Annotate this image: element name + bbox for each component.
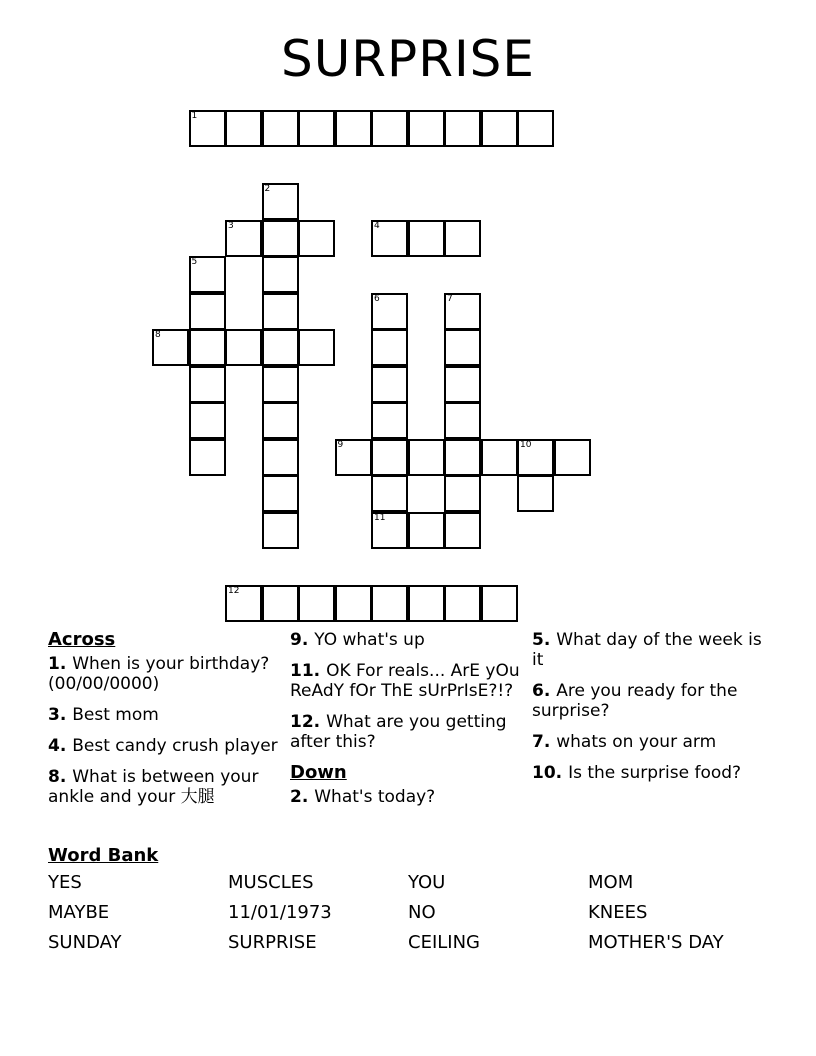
clue-number: 11 (374, 512, 386, 523)
clue-number: 7 (447, 293, 453, 304)
grid-cell (408, 439, 445, 476)
grid-cell (189, 366, 226, 403)
grid-cell (371, 439, 408, 476)
word-bank-word: SURPRISE (228, 932, 317, 953)
grid-cell (189, 439, 226, 476)
down-heading: Down (290, 762, 347, 783)
grid-cell (262, 585, 299, 622)
clue-number: 9 (337, 439, 344, 450)
clue-number: 4 (374, 220, 380, 231)
grid-cell (262, 512, 299, 549)
clue-across-8: 8. What is between your ankle and your 大腿 (48, 767, 259, 807)
clue-down-10: 10. Is the surprise food? (532, 763, 742, 783)
clue-column-1 (48, 630, 283, 818)
grid-cell (262, 256, 299, 293)
grid-cell (189, 110, 226, 147)
grid-cell (262, 220, 299, 257)
word-bank-word: MAYBE (48, 902, 110, 923)
word-bank-word: MOTHER'S DAY (588, 932, 724, 953)
grid-cell (225, 329, 262, 366)
grid-cell (152, 329, 189, 366)
grid-cell (408, 220, 445, 257)
clue-across-12: 12. What are you getting after this? (290, 712, 507, 752)
grid-cell (444, 366, 481, 403)
clue-number: 2 (264, 184, 271, 194)
grid-cell (262, 439, 299, 476)
grid-cell (408, 585, 445, 622)
grid-cell (444, 475, 481, 512)
word-bank-heading: Word Bank (48, 845, 159, 866)
word-bank-word: YES (48, 872, 82, 893)
grid-cell (225, 110, 262, 147)
grid-cell (371, 329, 408, 366)
clue-down-7: 7. whats on your arm (532, 732, 717, 752)
grid-cell (554, 439, 591, 476)
grid-cell (444, 220, 481, 257)
grid-cell (262, 183, 299, 220)
grid-cell (371, 585, 408, 622)
page-title: SURPRISE (280, 30, 536, 88)
grid-cell (335, 110, 372, 147)
clue-down-2: 2. What's today? (290, 787, 436, 807)
clue-down-5: 5. What day of the week is it (532, 630, 762, 670)
grid-cell (371, 512, 408, 549)
clue-number: 6 (374, 293, 380, 304)
grid-cell (444, 585, 481, 622)
word-bank-word: YOU (408, 872, 446, 893)
grid-cell (298, 329, 335, 366)
grid-cell (189, 256, 226, 293)
grid-cell (444, 439, 481, 476)
grid-cell (444, 329, 481, 366)
clue-number: 5 (191, 257, 198, 267)
grid-cell (298, 220, 335, 257)
clue-number: 1 (191, 111, 198, 121)
grid-cell (298, 110, 335, 147)
across-heading: Across (48, 629, 116, 650)
grid-cell (481, 110, 518, 147)
clue-number: 10 (520, 439, 532, 450)
grid-cell (189, 293, 226, 330)
clue-number: 12 (228, 585, 240, 596)
grid-cell (408, 512, 445, 549)
clue-across-1: 1. When is your birthday? (00/00/0000) (48, 654, 270, 694)
grid-cell (517, 439, 554, 476)
word-bank-word: SUNDAY (48, 932, 122, 953)
grid-cell (481, 439, 518, 476)
grid-cell (335, 439, 372, 476)
grid-cell (371, 110, 408, 147)
clue-across-11: 11. OK For reals... ArE yOu ReAdY fOr ThE sUrPrIsE?!? (290, 661, 520, 701)
grid-cell (298, 585, 335, 622)
grid-cell (335, 585, 372, 622)
word-bank-word: CEILING (408, 932, 480, 953)
word-bank-word: MUSCLES (228, 872, 314, 893)
word-bank-word: MOM (588, 872, 634, 893)
grid-cell (225, 585, 262, 622)
word-bank-word: NO (408, 902, 436, 923)
grid-cell (262, 329, 299, 366)
word-bank (48, 872, 768, 953)
word-bank-word: 11/01/1973 (228, 902, 332, 923)
clue-number: 3 (228, 220, 234, 231)
grid-cell (481, 585, 518, 622)
grid-cell (371, 220, 408, 257)
clue-column-3 (532, 630, 772, 794)
grid-cell (262, 110, 299, 147)
grid-cell (517, 475, 554, 512)
grid-cell (408, 110, 445, 147)
grid-cell (371, 475, 408, 512)
clue-down-6: 6. Are you ready for the surprise? (532, 681, 738, 721)
clue-number: 8 (155, 330, 161, 340)
grid-cell (189, 329, 226, 366)
grid-cell (444, 293, 481, 330)
grid-cell (371, 402, 408, 439)
grid-cell (225, 220, 262, 257)
clue-across-9: 9. YO what's up (290, 630, 425, 650)
clue-across-3: 3. Best mom (48, 705, 159, 725)
clue-column-2 (290, 630, 525, 818)
grid-cell (262, 293, 299, 330)
grid-cell (262, 475, 299, 512)
grid-cell (444, 402, 481, 439)
grid-cell (444, 512, 481, 549)
clue-across-4: 4. Best candy crush player (48, 736, 278, 756)
grid-cell (444, 110, 481, 147)
grid-cell (262, 402, 299, 439)
grid-cell (371, 293, 408, 330)
word-bank-word: KNEES (588, 902, 648, 923)
grid-cell (371, 366, 408, 403)
grid-cell (189, 402, 226, 439)
grid-cell (262, 366, 299, 403)
grid-cell (517, 110, 554, 147)
